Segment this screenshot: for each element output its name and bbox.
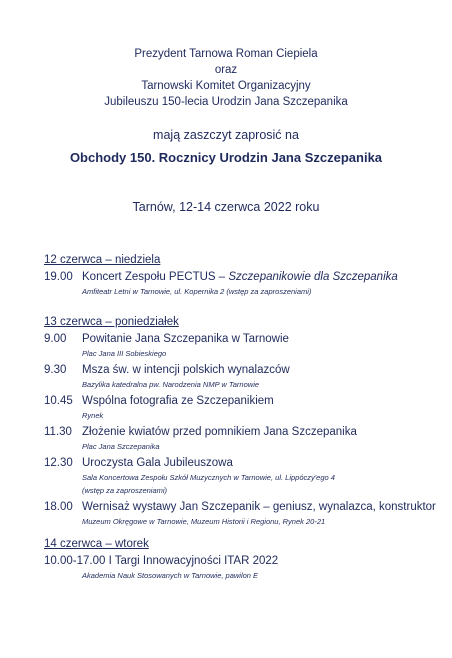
entry-title: Wernisaż wystawy Jan Szczepanik – geniusz, wynalazca, konstruktor [82, 501, 436, 513]
header-line-jubilee: Jubileuszu 150-lecia Urodzin Jana Szczepanika [104, 96, 348, 108]
entry-location: Amfiteatr Letni w Tarnowie, ul. Kopernika 2 (wstęp za zaproszeniami) [82, 287, 312, 296]
entry-location: Sala Koncertowa Zespołu Szkół Muzycznych w Tarnowie, ul. Lippóczy'ego 4 [82, 473, 335, 482]
entry-title: Uroczysta Gala Jubileuszowa [82, 457, 233, 469]
entry-time: 12.30 [44, 457, 73, 469]
entry-title-emphasis: Szczepanikowie dla Szczepanika [228, 271, 398, 283]
day-heading: 14 czerwca – wtorek [44, 538, 149, 550]
entry-title: Msza św. w intencji polskich wynalazców [82, 364, 290, 376]
entry-location: Rynek [82, 411, 104, 420]
entry-time: 18.00 [44, 501, 73, 513]
day-section-12 [44, 251, 444, 298]
header-line-host: Prezydent Tarnowa Roman Ciepiela [134, 48, 318, 60]
schedule-entry [44, 269, 444, 298]
entry-title: Wspólna fotografia ze Szczepanikiem [82, 395, 274, 407]
entry-time: 11.30 [44, 426, 72, 438]
entry-title [82, 269, 444, 285]
event-title: Obchody 150. Rocznicy Urodzin Jana Szczepanika [69, 150, 383, 165]
header-line-and: oraz [214, 64, 238, 76]
schedule-entry [44, 455, 444, 497]
day-heading: 12 czerwca – niedziela [44, 254, 161, 266]
entry-title: Złożenie kwiatów przed pomnikiem Jana Szczepanika [82, 426, 357, 438]
entry-location: Bazylika katedralna pw. Narodzenia NMP w Tarnowie [82, 380, 260, 389]
day-section-13 [44, 313, 444, 528]
entry-location: Plac Jana Szczepanika [82, 442, 160, 451]
day-heading: 13 czerwca – poniedziałek [44, 316, 179, 328]
place-date: Tarnów, 12-14 czerwca 2022 roku [132, 200, 320, 214]
entry-time: 19.00 [44, 271, 73, 283]
invite-text: mają zaszczyt zaprosić na [153, 128, 299, 142]
schedule-entry [44, 499, 444, 528]
schedule-entry [44, 393, 444, 422]
schedule-entry [44, 362, 444, 391]
entry-time: 10.45 [44, 395, 73, 407]
header-line-committee: Tarnowski Komitet Organizacyjny [141, 80, 311, 92]
entry-time: 9.30 [44, 364, 67, 376]
schedule-entry [44, 331, 444, 360]
entry-location-note: (wstęp za zaproszeniami) [82, 486, 168, 495]
entry-location: Akademia Nauk Stosowanych w Tarnowie, pawilon E [82, 571, 259, 580]
entry-location: Plac Jana III Sobieskiego [82, 349, 167, 358]
day-section-14 [44, 535, 444, 582]
entry-title-text: Koncert Zespołu PECTUS – [82, 271, 229, 283]
entry-title: Powitanie Jana Szczepanika w Tarnowie [82, 333, 289, 345]
schedule-entry [44, 553, 444, 582]
entry-title: 10.00-17.00 I Targi Innowacyjności ITAR 2022 [44, 555, 279, 567]
entry-time: 9.00 [44, 333, 67, 345]
entry-location: Muzeum Okręgowe w Tarnowie, Muzeum Historii i Regionu, Rynek 20-21 [82, 517, 326, 526]
schedule-entry [44, 424, 444, 453]
invitation-header [0, 46, 452, 110]
